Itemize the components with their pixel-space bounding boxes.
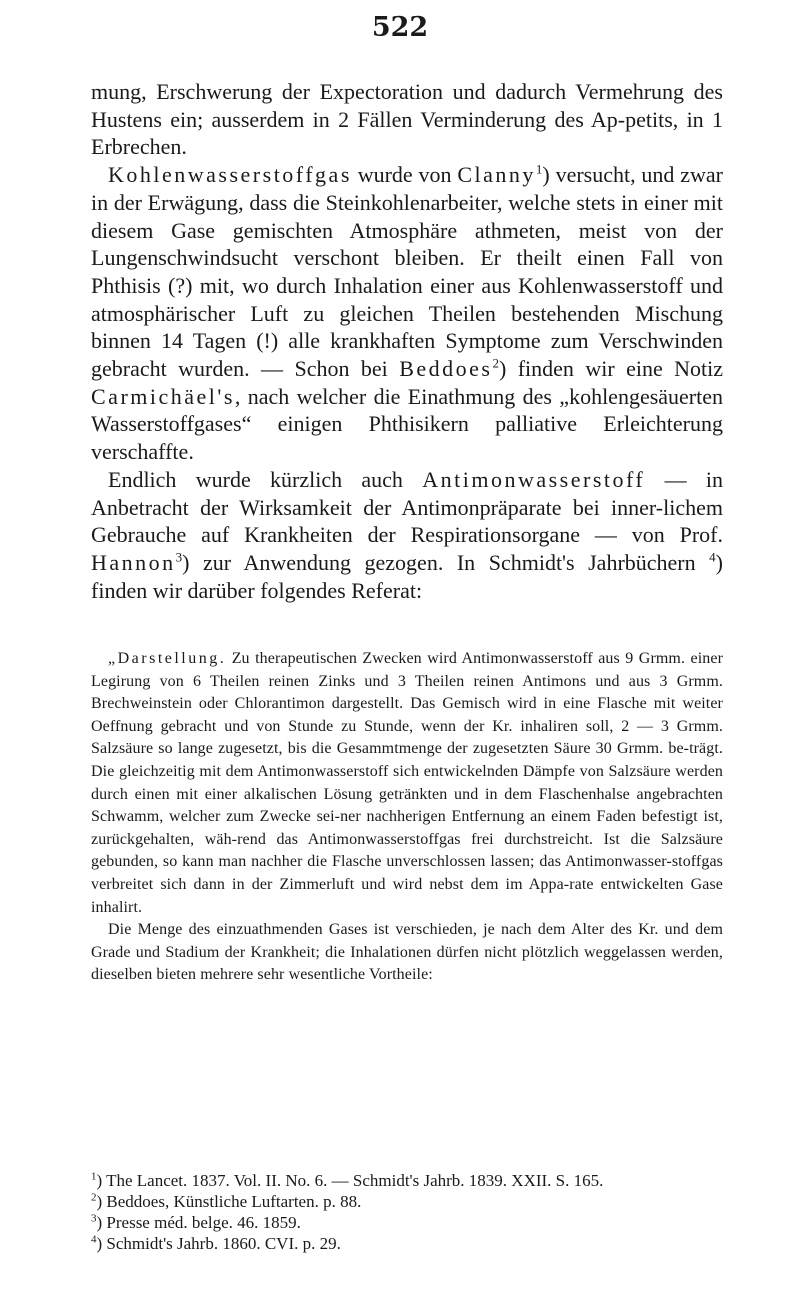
paragraph-antimonwasserstoff bbox=[91, 466, 723, 605]
quote-paragraph-darstellung bbox=[91, 648, 723, 919]
spaced-term: Kohlenwasserstoffgas bbox=[108, 162, 352, 188]
footnote bbox=[91, 1170, 723, 1191]
footnote-text: ) Presse méd. belge. 46. 1859. bbox=[96, 1213, 301, 1232]
footnote bbox=[91, 1212, 723, 1233]
footnote bbox=[91, 1191, 723, 1212]
footnotes bbox=[91, 1170, 723, 1254]
footnote-number: 4 bbox=[91, 1233, 97, 1246]
footnote-text: ) Beddoes, Künstliche Luftarten. p. 88. bbox=[96, 1192, 362, 1211]
author-name: Clanny bbox=[457, 162, 536, 188]
footnote-ref: 4 bbox=[709, 549, 716, 565]
text-run: ) finden wir eine Notiz bbox=[498, 356, 724, 382]
text-run: wurde von bbox=[351, 162, 458, 188]
text-run: — in Anbetracht der Wirksamkeit der Antimonpräparate bei inner-lichem Gebrauche auf Krankheiten der Respirationsorgane — von Prof. bbox=[91, 466, 723, 548]
text-run: ) finden wir darüber folgendes Referat: bbox=[91, 549, 723, 603]
paragraph-kohlenwasserstoffgas bbox=[91, 161, 723, 466]
footnote-number: 2 bbox=[91, 1191, 97, 1204]
footnote-number: 1 bbox=[91, 1170, 97, 1183]
text-run: Endlich wurde kürzlich auch bbox=[108, 466, 423, 492]
footnote-number: 3 bbox=[91, 1212, 97, 1225]
footnote-ref: 2 bbox=[492, 355, 499, 371]
quote-paragraph-menge bbox=[91, 919, 723, 987]
author-name: Beddoes bbox=[399, 356, 493, 382]
footnote-ref: 1 bbox=[535, 161, 543, 177]
author-name: Hannon bbox=[91, 549, 176, 575]
text-run: ) zur Anwendung gezogen. In Schmidt's Jahrbüchern bbox=[182, 549, 710, 575]
quoted-referat bbox=[91, 648, 723, 987]
text-run: Die Menge des einzuathmenden Gases ist verschieden, je nach dem Alter des Kr. und dem Grade und Stadium der Krankheit; die Inhalationen dürfen nicht plötzlich weggelassen werden, dieselben bieten mehrere sehr wesentliche Vortheile: bbox=[91, 921, 723, 984]
text-run: ) versucht, und zwar in der Erwägung, dass die Steinkohlenarbeiter, welche stets in einer mit diesem Gase gemischten Atmosphäre athmeten, meist von der Lungenschwindsucht verschont bleiben. Er theilt einen Fall von Phthisis (?) mit, wo durch Inhalation einer aus Kohlenwasserstoff und atmosphärischer Luft zu gleichen Theilen bestehenden Mischung binnen 14 Tagen (!) alle krankhaften Symptome zum Verschwinden gebracht wurden. — Schon bei bbox=[91, 162, 723, 382]
text-run: mung, Erschwerung der Expectoration und dadurch Vermehrung des Hustens ein; ausserdem in 2 Fällen Verminderung des Ap-petits, in 1 Erbrechen. bbox=[91, 79, 723, 160]
footnote-ref: 3 bbox=[175, 549, 183, 565]
paragraph-continuation bbox=[91, 78, 723, 161]
page-number: 522 bbox=[371, 12, 429, 43]
main-text bbox=[91, 78, 723, 604]
text-run: Zu therapeutischen Zwecken wird Antimonwasserstoff aus 9 Grmm. einer Legirung von 6 Theilen reinen Zinks und 3 Theilen reinen Antimons und aus 3 Grmm. Brechweinstein oder Chlorantimon dargestellt. Das Gemisch wird in eine Flasche mit weiter Oeffnung gebracht und von Stunde zu Stunde, wenn der Kr. inhaliren soll, 2 — 3 Grmm. Salzsäure so lange zugesetzt, bis die Gesammtmenge der zugesetzten Säure 30 Grmm. be-trägt. Die gleichzeitig mit dem Antimonwasserstoff sich entwickelnden Dämpfe von Salzsäure werden durch einen mit einer alkalischen Lösung getränkten und in dem Flaschenhalse angebrachten Schwamm, welcher zum Zwecke sei-ner nachherigen Entfernung an einem Faden befestigt ist, zurückgehalten, wäh-rend das Antimonwasserstoffgas frei durchstreicht. Ist die Salzsäure gebunden, so kann man nachher die Flasche unverschlossen lassen; das Antimonwasser-stoffgas verbreitet sich dann in der Zimmerluft und wird nebst dem im Appa-rate entwickelten Gase inhalirt. bbox=[91, 650, 723, 916]
spaced-term: „Darstellung. bbox=[108, 650, 227, 667]
footnote-text: ) Schmidt's Jahrb. 1860. CVI. p. 29. bbox=[96, 1234, 341, 1253]
text-run: , nach welcher die Einathmung des „kohlengesäuerten Wasserstoffgases“ einigen Phthisikern palliative Erleichterung verschaffte. bbox=[91, 383, 723, 465]
spaced-term: Antimonwasserstoff bbox=[422, 466, 646, 492]
author-name: Carmichäel's bbox=[91, 383, 235, 409]
footnote bbox=[91, 1233, 723, 1254]
footnote-text: ) The Lancet. 1837. Vol. II. No. 6. — Schmidt's Jahrb. 1839. XXII. S. 165. bbox=[96, 1171, 604, 1190]
